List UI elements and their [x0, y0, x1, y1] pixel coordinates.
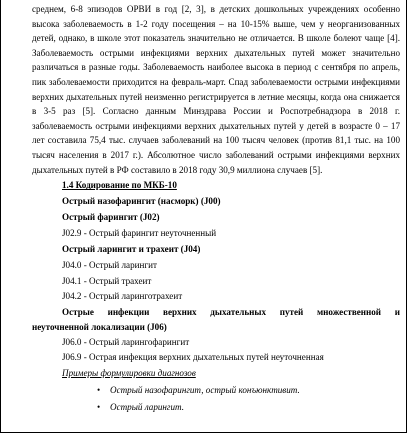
code-j04-2: J04.2 - Острый ларинготрахеит — [62, 291, 183, 302]
section-heading: 1.4 Кодирование по МКБ-10 — [62, 180, 177, 191]
paragraph-epidemiology: среднем, 6-8 эпизодов ОРВИ в год [2, 3], в детских дошкольных учреждениях особенно высока заболеваемость в 1-2 году посещения – на 10-15% выше, чем у неорганизованных детей, однако, в школе этот показатель значительно не отличается. В школе болеют чаще [4]. Заболеваемость острыми инфекциями верхних дыхательных путей может значительно различаться в разные годы. Заболеваемость наиболее высока в период с сентября по апрель, пик заболеваемости приходится на февраль-март. Спад заболеваемости острыми инфекциями верхних дыхательных путей неизменно регистрируется в летние месяцы, когда она снижается в 3-5 раз [5]. Согласно данным Минздрава России и Роспотребнадзора в 2018 г. заболеваемость острыми инфекциями верхних дыхательных путей у детей в возрасте 0 – 17 лет составила 75,4 тыс. случаев заболеваний на 100 тысяч человек (против 81,1 тыс. на 100 тысяч населения в 2017 г.). Абсолютное число заболеваний острыми инфекциями верхних дыхательных путей в РФ составило в 2018 году 30,9 миллиона случаев [5]. — [32, 4, 400, 175]
code-j06 — [32, 305, 400, 334]
list-item: • Острый назофарингит, острый конъюнктивит. — [110, 382, 400, 399]
code-j04: Острый ларингит и трахеит (J04) — [62, 243, 201, 254]
code-j04-1: J04.1 - Острый трахеит — [62, 275, 152, 286]
bullet-icon: • — [97, 402, 101, 413]
code-j02: Острый фарингит (J02) — [62, 211, 160, 222]
examples-list — [32, 382, 400, 416]
code-j02-9: J02.9 - Острый фарингит неуточненный — [62, 227, 217, 238]
code-j06-line1: Острые инфекции верхних дыхательных путей множественной и — [62, 307, 400, 318]
code-j04-0: J04.0 - Острый ларингит — [62, 259, 157, 270]
code-j06-0: J06.0 - Острый ларингофарингит — [62, 336, 190, 347]
list-item: • Острый ларингит. — [110, 399, 400, 416]
examples-heading: Примеры формулировки диагнозов — [62, 368, 196, 379]
bullet-icon: • — [97, 385, 101, 396]
code-j00: Острый назофарингит (насморк) (J00) — [62, 196, 221, 207]
code-j06-9: J06.9 - Острая инфекция верхних дыхательных путей неуточненная — [62, 352, 324, 363]
code-j06-line2: неуточненной локализации (J06) — [32, 321, 167, 332]
